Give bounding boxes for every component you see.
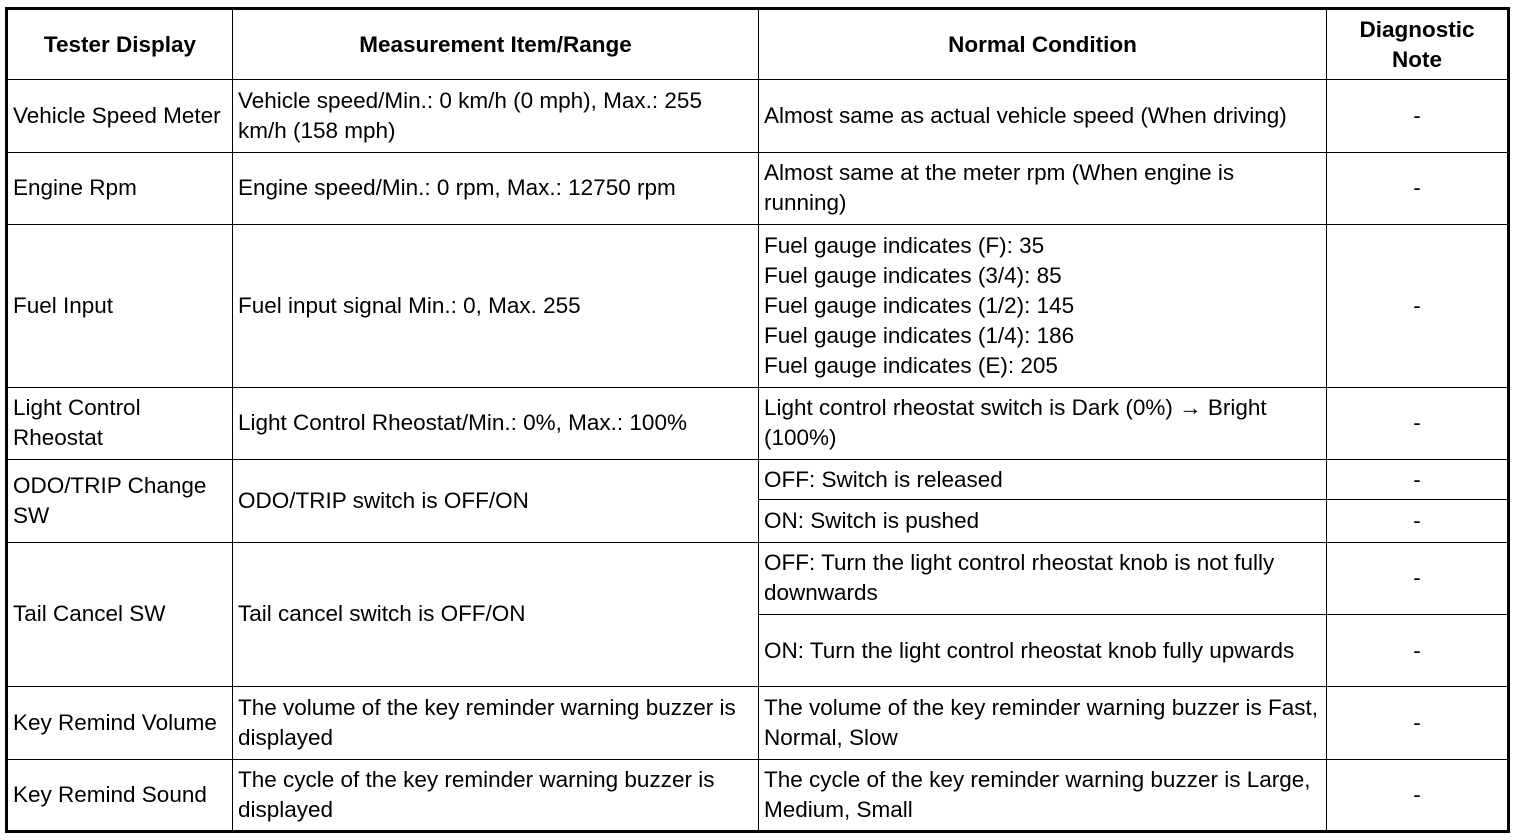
data-monitor-table	[5, 7, 1510, 833]
measurement-cell: The cycle of the key reminder warning buzzer is displayed	[233, 759, 759, 831]
normal-condition-cell: OFF: Switch is released	[759, 460, 1327, 500]
fuel-gauge-line: Fuel gauge indicates (1/2): 145	[764, 292, 1075, 318]
table-row	[7, 460, 1509, 500]
diagnostic-note-cell: -	[1327, 614, 1509, 686]
diagnostic-note-cell: -	[1327, 225, 1509, 388]
normal-condition-cell: ON: Switch is pushed	[759, 500, 1327, 542]
tester-display-cell: ODO/TRIP Change SW	[7, 460, 233, 542]
normal-condition-cell	[759, 225, 1327, 388]
measurement-cell: ODO/TRIP switch is OFF/ON	[233, 460, 759, 542]
header-measurement: Measurement Item/Range	[233, 9, 759, 80]
normal-condition-cell: ON: Turn the light control rheostat knob fully upwards	[759, 614, 1327, 686]
measurement-cell: The volume of the key reminder warning buzzer is displayed	[233, 687, 759, 759]
tester-display-cell: Fuel Input	[7, 225, 233, 388]
normal-condition-cell: The volume of the key reminder warning buzzer is Fast, Normal, Slow	[759, 687, 1327, 759]
diagnostic-note-cell: -	[1327, 542, 1509, 614]
table-row	[7, 80, 1509, 152]
measurement-cell: Vehicle speed/Min.: 0 km/h (0 mph), Max.: 255 km/h (158 mph)	[233, 80, 759, 152]
diagnostic-note-cell: -	[1327, 387, 1509, 459]
header-diagnostic-note: Diagnostic Note	[1327, 9, 1509, 80]
normal-condition-cell: Almost same at the meter rpm (When engine is running)	[759, 152, 1327, 224]
table-row	[7, 152, 1509, 224]
table-row	[7, 542, 1509, 614]
measurement-cell: Fuel input signal Min.: 0, Max. 255	[233, 225, 759, 388]
diagnostic-note-cell: -	[1327, 759, 1509, 831]
fuel-gauge-line: Fuel gauge indicates (3/4): 85	[764, 262, 1062, 288]
normal-condition-cell: OFF: Turn the light control rheostat knob is not fully downwards	[759, 542, 1327, 614]
header-tester-display: Tester Display	[7, 9, 233, 80]
table-row	[7, 225, 1509, 388]
fuel-gauge-line: Fuel gauge indicates (F): 35	[764, 232, 1045, 258]
tester-display-cell: Light Control Rheostat	[7, 387, 233, 459]
tester-display-cell: Tail Cancel SW	[7, 542, 233, 687]
diagnostic-note-cell: -	[1327, 152, 1509, 224]
diagnostic-note-cell: -	[1327, 80, 1509, 152]
tester-display-cell: Vehicle Speed Meter	[7, 80, 233, 152]
measurement-cell: Engine speed/Min.: 0 rpm, Max.: 12750 rpm	[233, 152, 759, 224]
fuel-gauge-line: Fuel gauge indicates (1/4): 186	[764, 322, 1075, 348]
measurement-cell: Tail cancel switch is OFF/ON	[233, 542, 759, 687]
diagnostic-note-cell: -	[1327, 687, 1509, 759]
table-header-row	[7, 9, 1509, 80]
table-row	[7, 687, 1509, 759]
tester-display-cell: Key Remind Volume	[7, 687, 233, 759]
normal-condition-cell: The cycle of the key reminder warning buzzer is Large, Medium, Small	[759, 759, 1327, 831]
normal-condition-cell: Light control rheostat switch is Dark (0%) → Bright (100%)	[759, 387, 1327, 459]
header-normal-condition: Normal Condition	[759, 9, 1327, 80]
diagnostic-note-cell: -	[1327, 460, 1509, 500]
measurement-cell: Light Control Rheostat/Min.: 0%, Max.: 100%	[233, 387, 759, 459]
table-row	[7, 759, 1509, 831]
normal-condition-cell: Almost same as actual vehicle speed (When driving)	[759, 80, 1327, 152]
table-row	[7, 387, 1509, 459]
tester-display-cell: Key Remind Sound	[7, 759, 233, 831]
fuel-gauge-line: Fuel gauge indicates (E): 205	[764, 352, 1058, 378]
tester-display-cell: Engine Rpm	[7, 152, 233, 224]
diagnostic-note-cell: -	[1327, 500, 1509, 542]
